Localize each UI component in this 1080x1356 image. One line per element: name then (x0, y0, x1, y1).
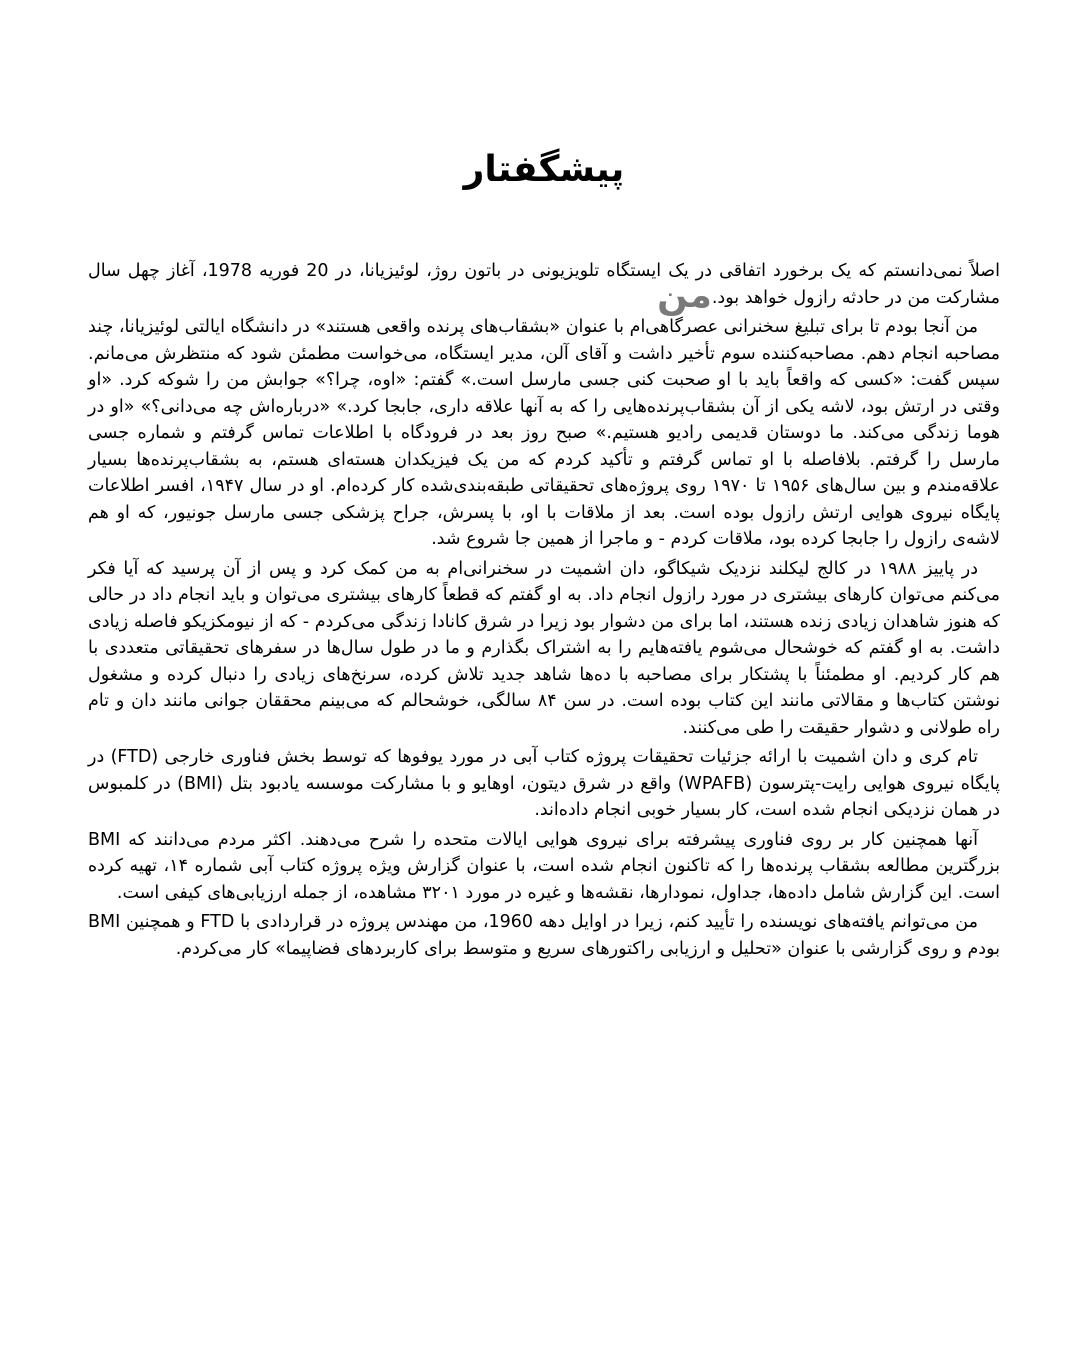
paragraph-2: من آنجا بودم تا برای تبلیغ سخنرانی عصرگاهی‌ام با عنوان «بشقاب‌های پرنده واقعی هستند» در دانشگاه ایالتی لوئیزیانا، چند مصاحبه انجام دهم. مصاحبه‌کننده سوم تأخیر داشت و آقای آلن، مدیر ایستگاه، می‌خواست مطمئن شود که منتظرش می‌مانم. سپس گفت: «کسی که واقعاً باید با او صحبت کنی جسی مارسل است.» گفتم: «اوه، چرا؟» جوابش من را شوکه کرد. «او وقتی در ارتش بود، لاشه یکی از آن بشقاب‌پرنده‌هایی را که به آنها علاقه داری، جابجا کرد.» «درباره‌اش چه می‌دانی؟» «او در هوما زندگی می‌کند. ما دوستان قدیمی رادیو هستیم.» صبح روز بعد در فرودگاه با اطلاعات تماس گرفتم و شماره جسی مارسل را گرفتم. بلافاصله با او تماس گرفتم و تأکید کردم که من یک فیزیکدان هسته‌ای هستم، به بشقاب‌پرنده‌ها بسیار علاقه‌مندم و بین سال‌های ۱۹۵۶ تا ۱۹۷۰ روی پروژه‌های تحقیقاتی طبقه‌بندی‌شده کار کرده‌ام. او در سال ۱۹۴۷، افسر اطلاعات پایگاه نیروی هوایی ارتش رازول بوده است. بعد از ملاقات با او، با پسرش، جراح پزشکی جسی مارسل جونیور، که او هم لاشه‌ی رازول را جابجا کرده بود، ملاقات کردم - و ماجرا از همین جا شروع شد. (88, 317, 1001, 549)
drop-cap: من (657, 274, 712, 316)
paragraph-4: تام کری و دان اشمیت با ارائه جزئیات تحقیقات پروژه کتاب آبی در مورد یوفوها که توسط بخش فناوری خارجی (FTD) در پایگاه نیروی هوایی رایت-پترسون (WPAFB) واقع در شرق دیتون، اوهایو و با مشارکت موسسه یادبود بتل (BMI) در کلمبوس در همان نزدیکی انجام شده است، کار بسیار خوبی انجام داده‌اند. (88, 747, 1000, 820)
paragraph-3: در پاییز ۱۹۸۸ در کالج لیکلند نزدیک شیکاگو، دان اشمیت در سخنرانی‌ام به من کمک کرد و پس از آن پرسید که آیا فکر می‌کنم می‌توان کارهای بیشتری در مورد رازول انجام داد. به او گفتم که قطعاً کارهای بیشتری می‌توان و باید انجام داد در حالی که هنوز شاهدان زیادی زنده هستند، اما برای من دشوار بود زیرا در شرق کانادا زندگی می‌کردم - که از نیومکزیکو فاصله زیادی داشت. به او گفتم که خوشحال می‌شوم یافته‌هایم را به اشتراک بگذارم و ما در طول سال‌ها در سفرهای تحقیقاتی متعددی با هم کار کردیم. او مطمئناً با پشتکار برای مصاحبه با ده‌ها شاهد جدید تلاش کرده، سرنخ‌های زیادی را دنبال کرده و مشغول نوشتن کتاب‌ها و مقالاتی مانند این کتاب بوده است. در سن ۸۴ سالگی، خوشحالم که می‌بینم محققان جوانی مانند دان و تام راه طولانی و دشوار حقیقت را طی می‌کنند. (88, 558, 1000, 738)
paragraph-text: اصلاً نمی‌دانستم که یک برخورد اتفاقی در یک ایستگاه تلویزیونی در باتون روژ، لوئیزیانا، در 20 فوریه 1978، آغاز چهل سال مشارکت من در حادثه رازول خواهد بود. (88, 261, 1000, 308)
page-title: پیشگفتار (463, 149, 625, 190)
paragraph-6: من می‌توانم یافته‌های نویسنده را تأیید کنم، زیرا در اوایل دهه 1960، من مهندس پروژه در قراردادی با FTD و همچنین BMI بودم و روی گزارشی با عنوان «تحلیل و ارزیابی راکتورهای سریع و متوسط برای کاربردهای فضاپیما» کار می‌کردم. (88, 912, 1000, 959)
paragraph-5: آنها همچنین کار بر روی فناوری پیشرفته برای نیروی هوایی ایالات متحده را شرح می‌دهند. اکثر مردم می‌دانند که BMI بزرگترین مطالعه بشقاب پرنده‌ها را که تاکنون انجام شده است، با عنوان گزارش ویژه پروژه کتاب آبی شماره ۱۴، تهیه کرده است. این گزارش شامل داده‌ها، جداول، نمودارها، نقشه‌ها و غیره در مورد ۳۲۰۱ مشاهده، از جمله ارزیابی‌های کیفی است. (88, 829, 1000, 903)
paragraph-1 (88, 258, 1000, 316)
document-body (88, 258, 1000, 965)
